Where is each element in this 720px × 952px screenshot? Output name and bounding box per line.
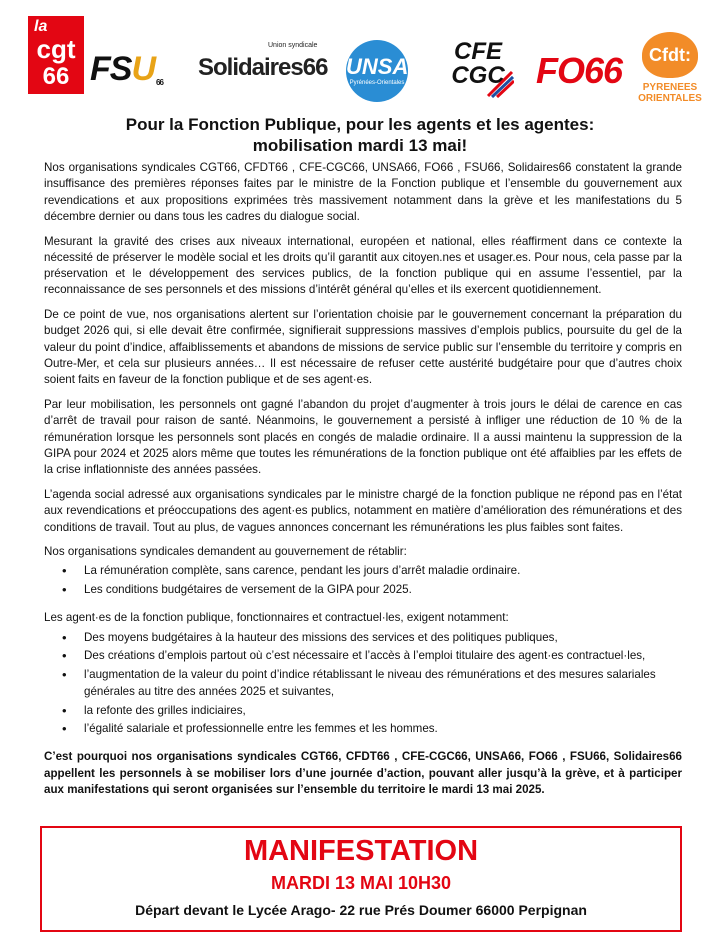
- cfdt-circle: Cfdt:: [642, 32, 698, 78]
- fsu66-logo: [90, 50, 163, 89]
- cgt-la-text: la: [34, 18, 48, 35]
- event-date: MARDI 13 MAI 10H30: [270, 873, 452, 893]
- conclusion-paragraph: C’est pourquoi nos organisations syndicales CGT66, CFDT66 , CFE-CGC66, UNSA66, FO66 , FSU66, Solidaires66 appellent les personnels à se mobiliser lors d’une journée d’action, pouvant aller jusqu’à la grève, et à participer aux manifestations qui seront organisées sur l’ensemble du territoire le mardi 13 mai 2025.: [44, 750, 682, 796]
- list-item: • Des créations d’emplois partout où c’est nécessaire et l’accès à l’emploi titulaire des agent·es contractuel·les,: [84, 648, 682, 667]
- event-headline: MANIFESTATION: [243, 835, 479, 867]
- demands-list: [44, 563, 682, 601]
- fsu-text-part2: U: [131, 50, 156, 88]
- paragraph-budget: De ce point de vue, nos organisations alertent sur l’orientation choisie par le gouvernement concernant la préparation du budget 2026 qui, si elle devait être confirmée, signifierait suppressions massives d’emplois publics, poursuite du gel de la valeur du point d’indice, affaiblissements et abandons de missions de service public sur l’ensemble du territoire y compris en Outre-Mer, et cela sur plusieurs années… Il est nécessaire de refuser cette austérité budgétaire pour que d’autres choix soient faits en faveur de la fonction publique et de ses agent·es.: [44, 308, 682, 387]
- cfe-cgc-logo: [446, 40, 510, 102]
- union-logos-bar: [0, 0, 720, 110]
- agents-intro: Les agent·es de la fonction publique, fonctionnaires et contractuel·les, exigent notamment:: [44, 611, 509, 625]
- list-item: • l’augmentation de la valeur du point d’indice rétablissant le niveau des rémunérations et des mesures salariales générales au titre des années 2025 et suivantes,: [84, 667, 682, 702]
- list-item: • la refonte des grilles indiciaires,: [84, 703, 682, 722]
- title-line-1: Pour la Fonction Publique, pour les agents et les agentes:: [125, 115, 595, 134]
- document-body: [44, 160, 682, 807]
- fo-text: FO66: [536, 50, 623, 91]
- cfdt-logo: [636, 32, 704, 112]
- list-item: • Les conditions budgétaires de versement de la GIPA pour 2025.: [84, 582, 682, 601]
- cfe-cgc-stripes-icon: [486, 68, 514, 98]
- solidaires-small-text: Union syndicale: [268, 42, 318, 49]
- solidaires-main-text: Solidaires66: [198, 54, 328, 81]
- solidaires66-logo: [198, 42, 328, 82]
- paragraph-intro: Nos organisations syndicales CGT66, CFDT66 , CFE-CGC66, UNSA66, FO66 , FSU66, Solidaires66 constatent la grande insuffisance des premières réponses faites par le ministre de la Fonction publique et l’ensemble du gouvernement aux revendications et aux propositions exprimées très massivement notamment dans la grève et les manifestations du 5 décembre dernier ou dans tous les cadres du dialogue social.: [44, 161, 682, 223]
- cgt-number-text: 66: [42, 63, 70, 90]
- paragraph-agenda: L’agenda social adressé aux organisations syndicales par le ministre chargé de la fonction publique ne répond pas en l’état aux revendications et préoccupations des agent·es publics, notamment en matière d’amélioration des rémunérations et des conditions de travail. Tout au plus, de vagues annonces concernant les rémunérations les plus faibles sont faites.: [44, 487, 682, 534]
- cfe-cgc-text: CFE CGC: [451, 38, 505, 89]
- fo66-logo: [536, 50, 622, 92]
- event-box: [40, 826, 682, 932]
- demands-intro: Nos organisations syndicales demandent au gouvernement de rétablir:: [44, 545, 407, 559]
- cgt66-logo: [28, 16, 84, 94]
- list-item: • l’égalité salariale et professionnelle entre les femmes et les hommes.: [84, 721, 682, 740]
- page-title: [0, 114, 720, 156]
- list-item: • Des moyens budgétaires à la hauteur des missions des services et des politiques publiques,: [84, 630, 682, 649]
- unsa-logo: [346, 40, 408, 102]
- agents-demands-list: [44, 630, 682, 741]
- fsu-text-part1: FS: [90, 50, 132, 88]
- event-location: Départ devant le Lycée Arago- 22 rue Prés Doumer 66000 Perpignan: [135, 902, 587, 918]
- title-line-2: mobilisation mardi 13 mai!: [252, 136, 468, 155]
- cfdt-sub-text: PYRENEES ORIENTALES: [638, 82, 702, 104]
- paragraph-mobilisation: Par leur mobilisation, les personnels ont gagné l’abandon du projet d’augmenter à trois jours le délai de carence en cas d’arrêt de travail pour raison de santé. Néanmoins, le gouvernement a persisté à infliger une réduction de 10 % de la rémunération lorsque les personnels sont placés en congés de maladie ordinaire. Il a aussi maintenu la suppression de la GIPA pour 2024 et 2025 alors même que toutes les rémunérations de la fonction publique ont été affaiblies par les effets de la crise inflationniste des années passées.: [44, 398, 682, 477]
- cgt-main-text: cgt: [36, 34, 76, 64]
- unsa-sub-text: Pyrénées-Orientales: [349, 80, 405, 86]
- unsa-main-text: UNSA: [346, 54, 409, 79]
- list-item: • La rémunération complète, sans carence, pendant les jours d’arrêt maladie ordinaire.: [84, 563, 682, 582]
- paragraph-crisis: Mesurant la gravité des crises aux niveaux international, européen et national, elles réaffirment dans ce contexte la nécessité de préserver le modèle social et les droits qu’il garantit aux citoyen.nes et usager.es. Pour nous, cela passe par la préservation et le développement des services publics, de la fonction publique qui en assume l’essentiel, par la reconnaissance de ses personnels et des missions d’intérêt général qu’elles et ils exercent quotidiennement.: [44, 234, 682, 297]
- fsu-number-text: 66: [156, 78, 163, 87]
